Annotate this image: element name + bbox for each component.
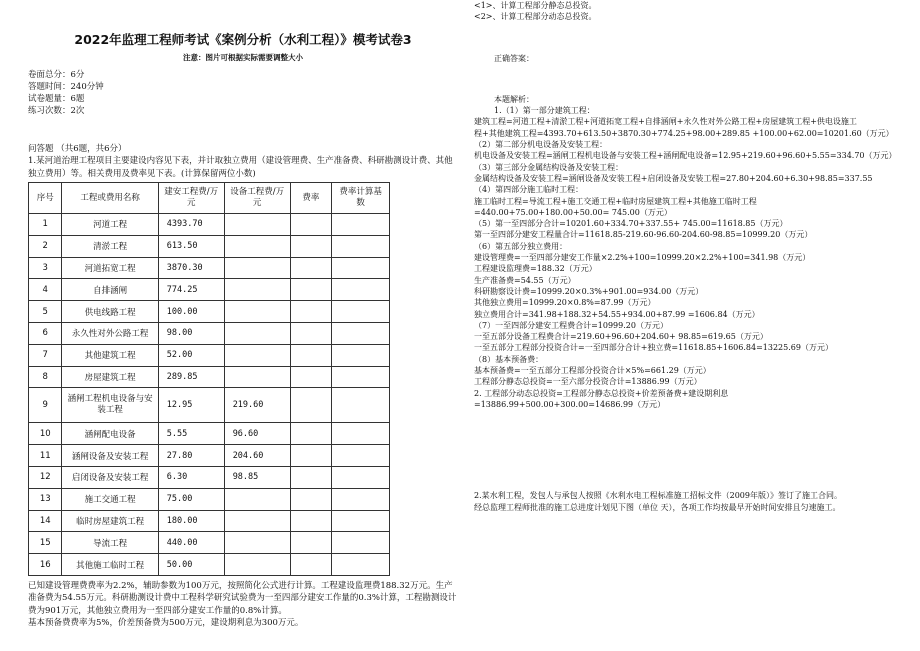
table-cell: 施工交通工程 [62, 488, 158, 510]
analysis-label: 本题解析： [494, 94, 534, 104]
analysis-line: （6）第五部分独立费用： [474, 241, 568, 251]
table-cell [224, 214, 290, 236]
table-cell: 50.00 [158, 554, 224, 576]
page-title: 2022年监理工程师考试《案例分析（水利工程）》模考试卷3 [74, 32, 412, 47]
analysis-line: 科研勘察设计费=10999.20×0.3%+901.00=934.00（万元） [474, 286, 704, 296]
question-1-text: 1.某河道治理工程项目主要建设内容见下表，并计取独立费用（建设管理费、生产准备费、科研勘测设计费、其他独立费用）等。相关费用及费率见下表。(计算保留两位小数) [28, 156, 453, 179]
table-row [29, 445, 390, 467]
table-cell: 永久性对外公路工程 [62, 322, 158, 344]
table-cell: 清淤工程 [62, 235, 158, 257]
question-2-line-2: 经总监理工程师批准的施工总进度计划见下图（单位 天），各项工作均按最早开始时间安排且匀速施工。 [474, 502, 841, 512]
analysis-line: 建设管理费=一至四部分建安工作量×2.2%+100=10999.20×2.2%+100=341.98（万元） [474, 253, 811, 263]
analysis-line: 一至五部分工程部分投资合计=一至四部分合计+独立费=11618.85+1606.84=13225.69（万元） [474, 343, 833, 353]
table-cell: 219.60 [224, 388, 290, 423]
table-cell: 自排涵闸 [62, 279, 158, 301]
analysis-line: 基本预备费=一至五部分工程部分投资合计×5%=661.29（万元） [474, 366, 711, 376]
answer-label: 正确答案： [494, 53, 534, 63]
table-cell [332, 554, 390, 576]
table-row [29, 214, 390, 236]
table-cell: 613.50 [158, 235, 224, 257]
table-cell [224, 366, 290, 388]
table-cell: 204.60 [224, 445, 290, 467]
table-cell: 7 [29, 344, 62, 366]
table-cell: 5.55 [158, 423, 224, 445]
table-cell [224, 510, 290, 532]
analysis-line: 独立费用合计=341.98+188.32+54.55+934.00+87.99 =1606.84（万元） [474, 309, 760, 319]
table-cell: 河道拓宽工程 [62, 257, 158, 279]
table-cell [290, 366, 332, 388]
table-cell: 98.85 [224, 466, 290, 488]
table-cell: 其他施工临时工程 [62, 554, 158, 576]
table-cell [332, 532, 390, 554]
table-row [29, 344, 390, 366]
table-cell: 导流工程 [62, 532, 158, 554]
analysis-line: 其他独立费用=10999.20×0.8%=87.99（万元） [474, 298, 656, 308]
table-cell [332, 388, 390, 423]
table-header-row [29, 183, 390, 214]
subquestion-1: <1>、计算工程部分静态总投资。 [474, 1, 597, 10]
table-cell [332, 510, 390, 532]
table-cell [224, 488, 290, 510]
col-header-rate: 费率 [290, 183, 332, 214]
table-cell: 15 [29, 532, 62, 554]
table-cell [290, 235, 332, 257]
table-cell [224, 554, 290, 576]
table-cell: 5 [29, 301, 62, 323]
cost-table [28, 182, 390, 576]
table-cell: 6.30 [158, 466, 224, 488]
analysis-line: 一至五部分设备工程费合计=219.60+96.60+204.60+ 98.85=619.65（万元） [474, 332, 768, 342]
given-conditions-2: 基本预备费费率为5%，价差预备费为500万元，建设期利息为300万元。 [28, 618, 304, 629]
meta-practice-count: 练习次数：2次 [28, 106, 85, 116]
table-cell: 2 [29, 235, 62, 257]
analysis-line: 金属结构设备及安装工程=涵闸设备及安装工程+启闭设备及安装工程=27.80+204.60+6.30+98.85=337.55 [474, 173, 873, 183]
table-cell: 供电线路工程 [62, 301, 158, 323]
analysis-line: 工程部分静态总投资=一至六部分投资合计=13886.99（万元） [474, 377, 702, 387]
table-cell [332, 423, 390, 445]
table-cell [224, 344, 290, 366]
analysis-line: 生产准备费=54.55（万元） [474, 275, 576, 285]
table-cell [332, 257, 390, 279]
analysis-line: （8）基本预备费： [474, 354, 544, 364]
table-cell [332, 488, 390, 510]
table-row [29, 510, 390, 532]
table-row [29, 366, 390, 388]
analysis-line: =440.00+75.00+180.00+50.00= 745.00（万元） [474, 207, 672, 217]
table-cell: 12 [29, 466, 62, 488]
table-cell: 6 [29, 322, 62, 344]
table-cell: 11 [29, 445, 62, 467]
table-row [29, 466, 390, 488]
analysis-line: （2）第二部分机电设备及安装工程： [474, 140, 608, 150]
table-row [29, 488, 390, 510]
table-cell: 13 [29, 488, 62, 510]
table-cell [290, 532, 332, 554]
table-cell [290, 423, 332, 445]
table-cell [332, 445, 390, 467]
table-cell: 96.60 [224, 423, 290, 445]
table-cell [332, 466, 390, 488]
table-cell: 4 [29, 279, 62, 301]
table-cell [290, 214, 332, 236]
right-column [474, 0, 904, 513]
table-row [29, 322, 390, 344]
analysis-line: （7）一至四部分建安工程费合计=10999.20（万元） [474, 320, 668, 330]
table-cell: 98.00 [158, 322, 224, 344]
table-cell: 临时房屋建筑工程 [62, 510, 158, 532]
col-header-rate-base: 费率计算基数 [332, 183, 390, 214]
table-cell: 河道工程 [62, 214, 158, 236]
question-2-line-1: 2.某水利工程，发包人与承包人按照《水利水电工程标准施工招标文件（2009年版）》签订了施工合同。 [474, 491, 842, 501]
table-cell: 52.00 [158, 344, 224, 366]
table-cell [290, 301, 332, 323]
col-header-index: 序号 [29, 183, 62, 214]
analysis-line: 施工临时工程=导流工程+施工交通工程+临时房屋建筑工程+其他施工临时工程 [474, 196, 757, 206]
table-row [29, 423, 390, 445]
meta-total-score: 卷面总分：6分 [28, 70, 85, 80]
table-cell: 774.25 [158, 279, 224, 301]
table-cell: 16 [29, 554, 62, 576]
table-cell: 8 [29, 366, 62, 388]
exam-meta [28, 69, 458, 117]
table-cell [224, 532, 290, 554]
analysis-line: 机电设备及安装工程=涵闸工程机电设备与安装工程+涵闸配电设备=12.95+219.60+96.60+5.55=334.70（万元） [474, 151, 897, 161]
table-row [29, 532, 390, 554]
analysis-line: 2. 工程部分动态总投资=工程部分静态总投资+价差预备费+建设期利息 [474, 388, 729, 398]
table-cell [224, 279, 290, 301]
table-row [29, 301, 390, 323]
table-cell [332, 301, 390, 323]
table-cell: 其他建筑工程 [62, 344, 158, 366]
table-cell: 27.80 [158, 445, 224, 467]
table-cell [332, 344, 390, 366]
table-cell [290, 445, 332, 467]
table-cell: 180.00 [158, 510, 224, 532]
table-cell: 12.95 [158, 388, 224, 423]
table-cell [290, 279, 332, 301]
table-cell [224, 235, 290, 257]
table-cell [332, 235, 390, 257]
table-cell: 涵闸设备及安装工程 [62, 445, 158, 467]
table-cell: 启闭设备及安装工程 [62, 466, 158, 488]
table-body [29, 214, 390, 576]
table-cell: 涵闸工程机电设备与安装工程 [62, 388, 158, 423]
table-cell [332, 366, 390, 388]
table-cell [290, 510, 332, 532]
table-cell: 10 [29, 423, 62, 445]
table-cell [290, 488, 332, 510]
table-cell: 9 [29, 388, 62, 423]
meta-question-count: 试卷题量：6题 [28, 94, 85, 104]
table-row [29, 554, 390, 576]
given-conditions-1: 已知建设管理费费率为2.2%，辅助参数为100万元，按照简化公式进行计算。工程建设监理费188.32万元。生产准备费为54.55万元。科研勘测设计费中工程科学研究试验费为一至四部分建安工作量的0.3%计算，工程勘测设计费为901万元，其他独立费用为一至四部分建安工作量的0.8%计算。 [28, 580, 457, 616]
table-cell: 房屋建筑工程 [62, 366, 158, 388]
table-cell [224, 301, 290, 323]
table-cell [290, 466, 332, 488]
col-header-equipment-cost: 设备工程费/万元 [224, 183, 290, 214]
image-note: 注意：图片可根据实际需要调整大小 [183, 53, 303, 62]
analysis-line: 建筑工程=河道工程+清淤工程+河道拓宽工程+自排涵闸+永久性对外公路工程+房屋建筑工程+供电设施工 [474, 117, 857, 127]
table-cell: 440.00 [158, 532, 224, 554]
table-cell: 75.00 [158, 488, 224, 510]
table-cell [332, 214, 390, 236]
table-cell: 3 [29, 257, 62, 279]
analysis-line: 1.（1）第一部分建筑工程： [494, 106, 595, 116]
table-cell: 14 [29, 510, 62, 532]
table-row [29, 257, 390, 279]
analysis-line: （4）第四部分施工临时工程： [474, 185, 584, 195]
table-cell: 3870.30 [158, 257, 224, 279]
col-header-construction-cost: 建安工程费/万元 [158, 183, 224, 214]
left-column [28, 30, 458, 630]
table-cell: 100.00 [158, 301, 224, 323]
analysis-line: （5）第一至四部分合计=10201.60+334.70+337.55+ 745.00=11618.85（万元） [474, 219, 788, 229]
question-section-header: 问答题 （共6题，共6分） [28, 144, 127, 154]
table-cell: 289.85 [158, 366, 224, 388]
table-cell [290, 554, 332, 576]
analysis-line: （3）第三部分金属结构设备及安装工程： [474, 162, 624, 172]
table-row [29, 279, 390, 301]
table-cell [290, 257, 332, 279]
table-cell: 4393.70 [158, 214, 224, 236]
table-cell [290, 344, 332, 366]
subquestion-2: <2>、计算工程部分动态总投资。 [474, 12, 597, 22]
table-row [29, 235, 390, 257]
table-cell: 1 [29, 214, 62, 236]
analysis-line: 工程建设监理费=188.32（万元） [474, 264, 597, 274]
analysis-block [474, 105, 904, 410]
analysis-line: =13886.99+500.00+300.00=14686.99（万元） [474, 399, 666, 409]
table-cell [332, 279, 390, 301]
table-cell: 涵闸配电设备 [62, 423, 158, 445]
table-cell [290, 388, 332, 423]
meta-duration: 答题时间：240分钟 [28, 82, 104, 92]
given-conditions [28, 580, 458, 630]
table-cell [332, 322, 390, 344]
analysis-line: 第一至四部分建安工程量合计=11618.85-219.60-96.60-204.60-98.85=10999.20（万元） [474, 230, 813, 240]
col-header-name: 工程或费用名称 [62, 183, 158, 214]
table-row [29, 388, 390, 423]
table-cell [290, 322, 332, 344]
table-cell [224, 257, 290, 279]
analysis-line: 程+其他建筑工程=4393.70+613.50+3870.30+774.25+98.00+289.85 +100.00+62.00=10201.60（万元） [474, 128, 894, 138]
table-cell [224, 322, 290, 344]
